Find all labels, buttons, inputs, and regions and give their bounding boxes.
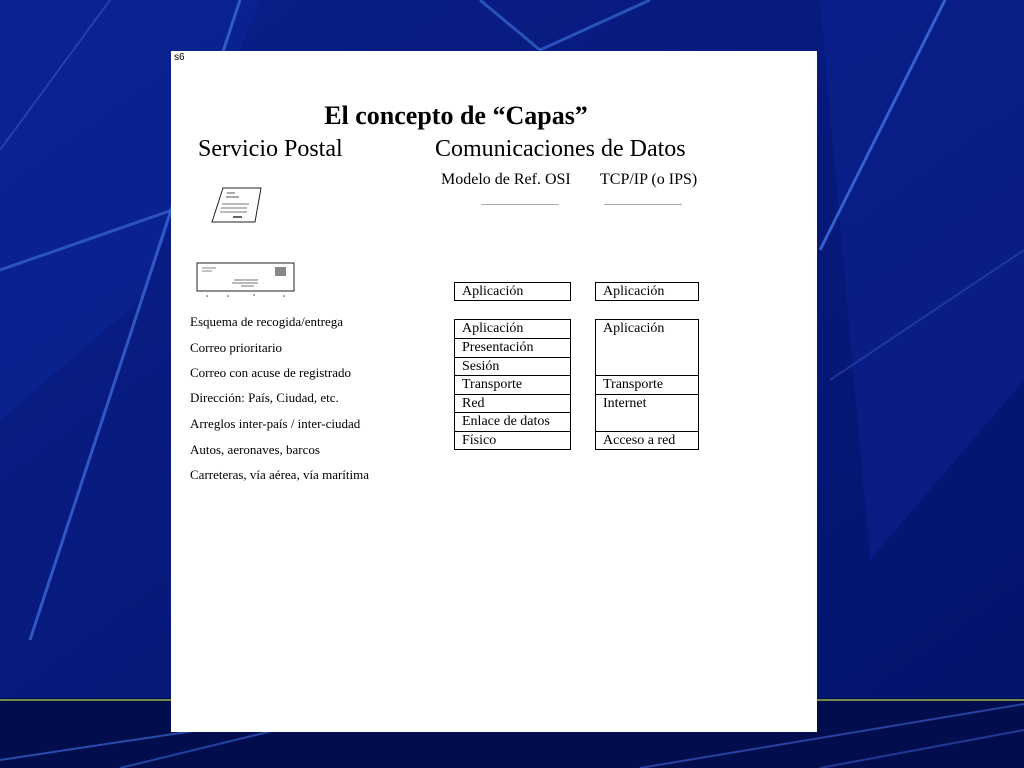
tcp-layer-transporte: Transporte	[596, 375, 698, 393]
osi-layer-presentacion: Presentación	[455, 338, 570, 356]
postal-layer-item: Autos, aeronaves, barcos	[190, 442, 320, 457]
osi-top-layer: Aplicación	[462, 284, 524, 299]
slide-number: s6	[174, 52, 185, 63]
osi-stack	[454, 319, 571, 450]
tcp-heading: TCP/IP (o IPS)	[600, 171, 698, 188]
tcp-top-box	[595, 282, 699, 301]
tcp-layer-acceso-red: Acceso a red	[596, 431, 698, 449]
letter-icon	[209, 186, 265, 224]
osi-layer-red: Red	[455, 394, 570, 412]
osi-layer-sesion: Sesión	[455, 357, 570, 375]
tcp-top-layer: Aplicación	[603, 284, 665, 299]
osi-layer-fisico: Físico	[455, 431, 570, 449]
data-comm-heading: Comunicaciones de Datos	[435, 136, 686, 162]
osi-heading: Modelo de Ref. OSI	[441, 171, 571, 188]
osi-layer-enlace: Enlace de datos	[455, 412, 570, 430]
osi-layer-aplicacion: Aplicación	[462, 321, 524, 336]
postal-layer-item: Carreteras, vía aérea, vía marítima	[190, 467, 370, 482]
postal-layer-item: Arreglos inter-país / inter-ciudad	[190, 416, 361, 431]
slide-title: El concepto de “Capas”	[324, 101, 588, 130]
tcp-heading-rule	[604, 204, 682, 205]
postal-layer-item: Esquema de recogida/entrega	[190, 314, 344, 329]
tcp-layer-aplicacion: Aplicación	[603, 321, 665, 336]
tcp-stack	[595, 319, 699, 450]
postal-layer-item: Correo con acuse de registrado	[190, 365, 351, 380]
osi-layer-transporte: Transporte	[455, 375, 570, 393]
envelope-icon	[196, 261, 296, 297]
slide	[171, 51, 817, 732]
osi-heading-rule	[481, 204, 559, 205]
osi-top-box	[454, 282, 571, 301]
tcp-layer-internet: Internet	[596, 394, 698, 412]
postal-layer-item: Correo prioritario	[190, 340, 283, 355]
postal-layer-item: Dirección: País, Ciudad, etc.	[190, 390, 339, 405]
postal-heading: Servicio Postal	[198, 136, 343, 162]
